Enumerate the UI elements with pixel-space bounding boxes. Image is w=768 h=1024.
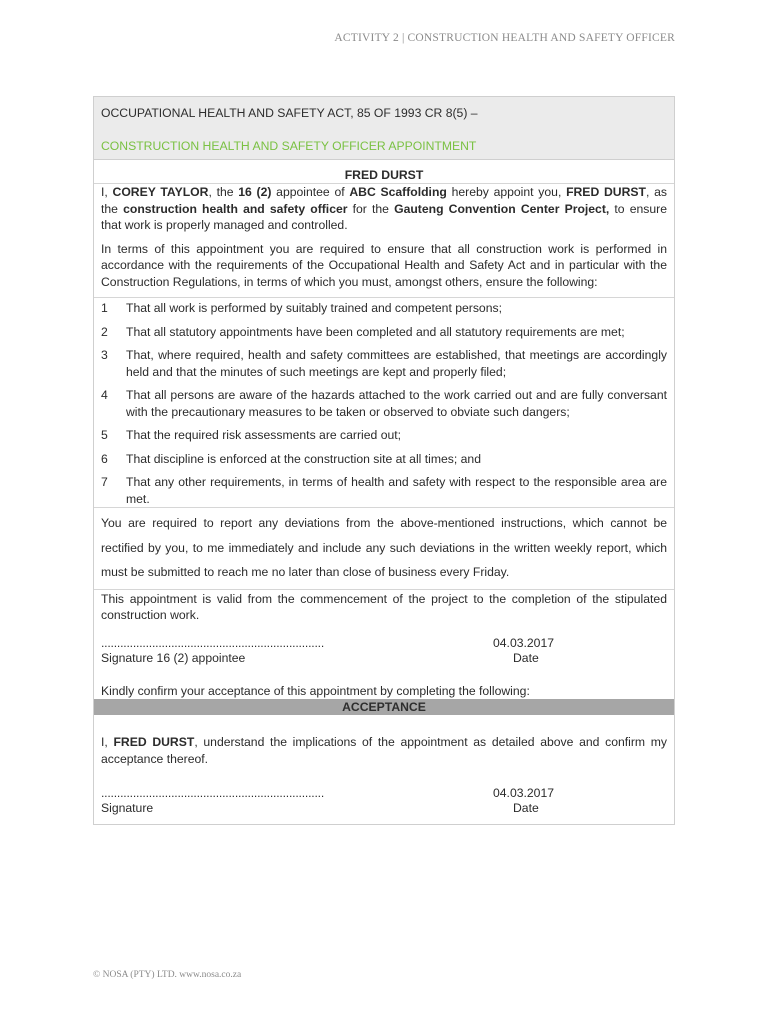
acceptance-section	[94, 734, 674, 824]
acceptee-signature-block	[101, 785, 667, 818]
list-item: 1 That all work is performed by suitably trained and competent persons;	[101, 301, 502, 315]
intro-paragraph-1: I, COREY TAYLOR, the 16 (2) appointee of ABC Scaffolding hereby appoint you, FRED DURST, as the construction health and safety officer for the Gauteng Convention Center Project, to ensure that work is properly managed and controlled.	[101, 185, 667, 232]
regulation-ref: 16 (2)	[238, 185, 272, 199]
company-name: ABC Scaffolding	[349, 185, 447, 199]
appointer-signature-block	[101, 635, 667, 668]
intro-section	[94, 184, 674, 298]
validity-text: This appointment is valid from the commencement of the project to the completion of the stipulated construction work.	[101, 591, 667, 622]
list-item: 6 That discipline is enforced at the construction site at all times; and	[101, 451, 481, 466]
list-item: 4 That all persons are aware of the hazards attached to the work carried out and are fully conversant with the precautionary measures to be taken or observed to obviate such dangers;	[101, 388, 667, 419]
appointment-title: CONSTRUCTION HEALTH AND SAFETY OFFICER APPOINTMENT	[101, 138, 477, 153]
validity-section	[94, 590, 674, 700]
requirements-list	[94, 298, 674, 508]
appointer-name: COREY TAYLOR	[112, 185, 209, 199]
signature-date: 04.03.2017	[493, 786, 554, 800]
list-item: 7 That any other requirements, in terms of health and safety with respect to the responsible area are met.	[101, 475, 667, 506]
signature-line[interactable]: ......................................................................	[101, 786, 325, 800]
page-footer: © NOSA (PTY) LTD. www.nosa.co.za	[93, 970, 242, 980]
title-block	[94, 97, 674, 160]
project-name: Gauteng Convention Center Project,	[394, 201, 610, 216]
signature-label: Signature	[101, 801, 154, 815]
date-label: Date	[513, 801, 539, 815]
appointee-name: FRED DURST	[566, 185, 646, 199]
date-label: Date	[513, 650, 539, 665]
appointee-name-heading: FRED DURST	[94, 160, 674, 184]
list-item: 5 That the required risk assessments are carried out;	[101, 428, 402, 442]
signature-label: Signature 16 (2) appointee	[101, 650, 246, 665]
appointment-form	[93, 96, 675, 825]
role-name: construction health and safety officer	[123, 201, 348, 216]
intro-paragraph-2: In terms of this appointment you are required to ensure that all construction work is performed in accordance with the requirements of the Occupational Health and Safety Act and in particular with the Construction Regulations, in terms of which you must, amongst others, ensure the following:	[101, 241, 667, 289]
act-title: OCCUPATIONAL HEALTH AND SAFETY ACT, 85 OF 1993 CR 8(5) –	[101, 106, 478, 120]
acceptance-heading: ACCEPTANCE	[94, 699, 674, 715]
signature-line[interactable]: ......................................................................	[101, 635, 325, 650]
report-instructions: You are required to report any deviations from the above-mentioned instructions, which cannot be rectified by you, to me immediately and include any such deviations in the written weekly report, which must be submitted to reach me no later than close of business every Friday.	[94, 508, 674, 590]
list-item: 3 That, where required, health and safety committees are established, that meetings are accordingly held and that the minutes of such meetings are kept and properly filed;	[101, 348, 667, 379]
list-item: 2 That all statutory appointments have been completed and all statutory requirements are met;	[101, 324, 625, 339]
page-header: ACTIVITY 2 | CONSTRUCTION HEALTH AND SAFETY OFFICER	[334, 32, 675, 44]
signature-date: 04.03.2017	[493, 635, 554, 650]
acceptee-name: FRED DURST	[113, 735, 195, 749]
acceptance-text: I, FRED DURST, understand the implications of the appointment as detailed above and confirm my acceptance thereof.	[101, 735, 667, 766]
confirm-text: Kindly confirm your acceptance of this appointment by completing the following:	[101, 683, 530, 698]
